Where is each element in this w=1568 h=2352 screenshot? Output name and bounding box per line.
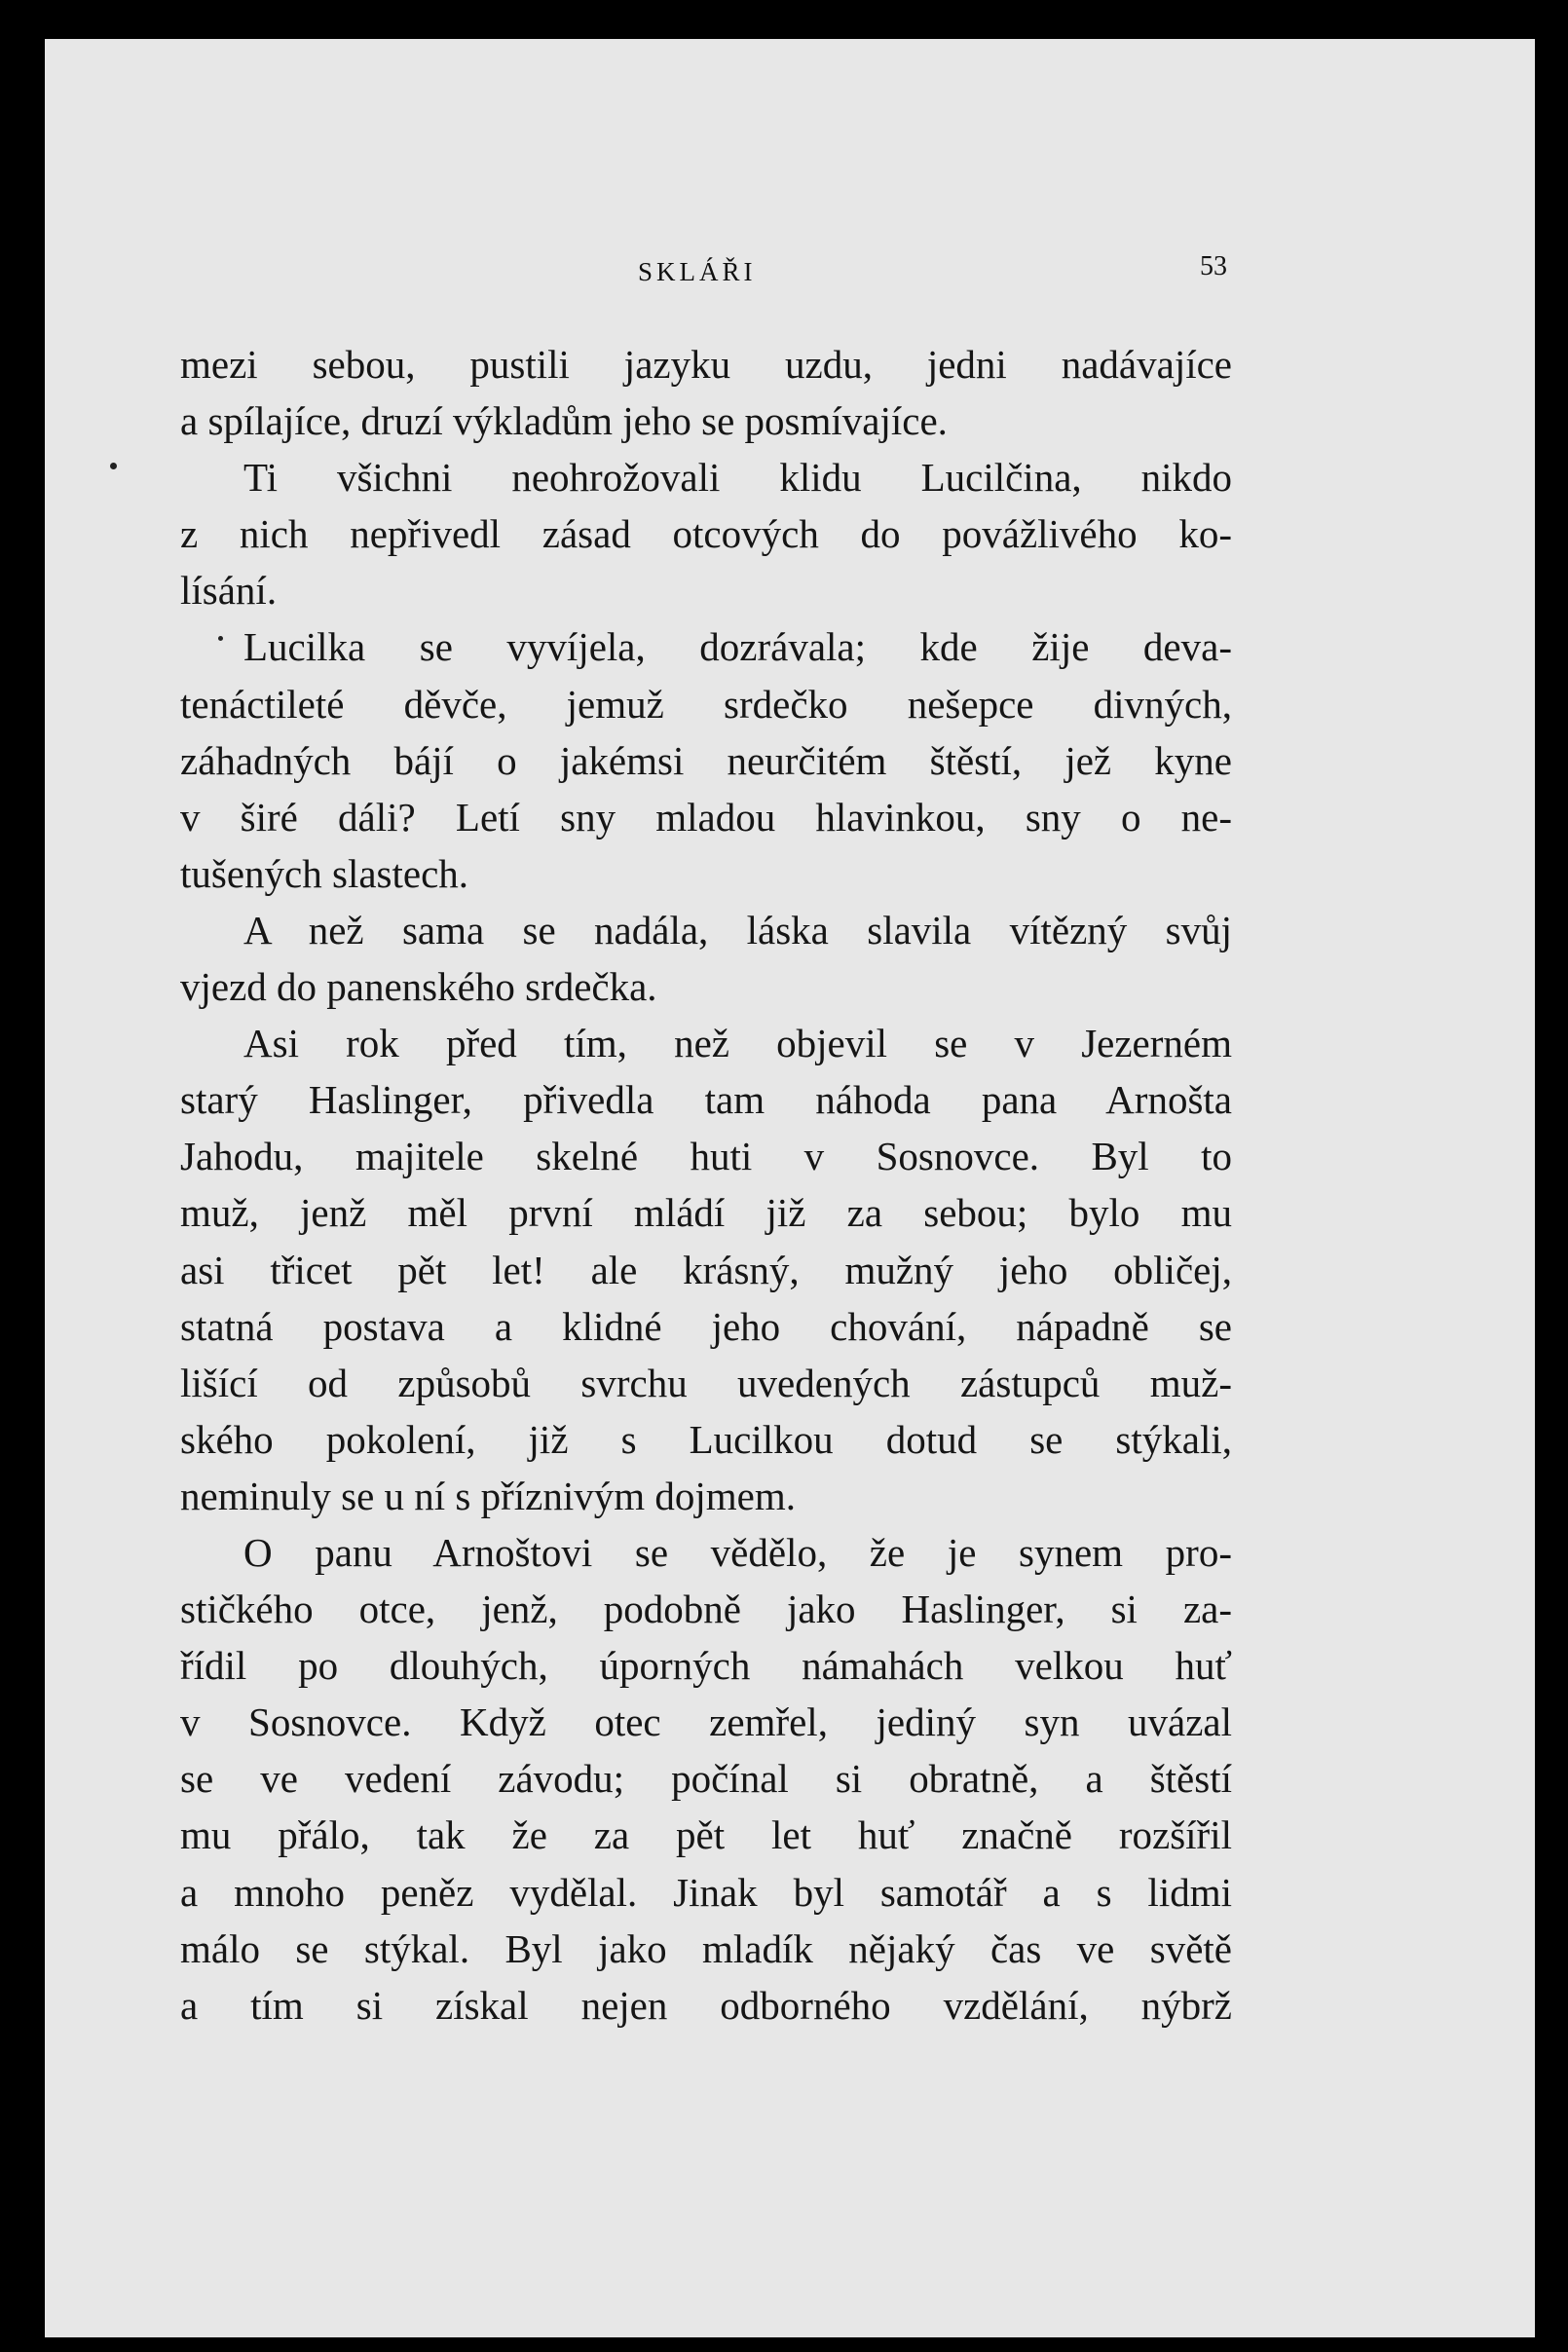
text-line: tenáctileté děvče, jemuž srdečko nešepce divných, [180, 681, 1232, 727]
text-line: a mnoho peněz vydělal. Jinak byl samotář a s lidmi [180, 1869, 1232, 1915]
page-number: 53 [1200, 251, 1227, 281]
ink-speck [110, 463, 117, 469]
body-text [180, 336, 1232, 2034]
text-line: tušených slastech. [180, 850, 469, 896]
text-line: řídil po dlouhých, úporných námahách velkou huť [180, 1643, 1232, 1689]
text-line: vjezd do panenského srdečka. [180, 964, 657, 1010]
text-line: lísání. [180, 568, 278, 614]
text-line: neminuly se u ní s příznivým dojmem. [180, 1473, 797, 1518]
text-line: mu přálo, tak že za pět let huť značně rozšířil [180, 1812, 1232, 1858]
text-line: lišící od způsobů svrchu uvedených zástupců muž- [180, 1360, 1232, 1405]
text-line: v Sosnovce. Když otec zemřel, jediný syn uvázal [180, 1699, 1232, 1745]
text-line: asi třicet pět let! ale krásný, mužný jeho obličej, [180, 1247, 1232, 1292]
text-line: a spílajíce, druzí výkladům jeho se posmívajíce. [180, 398, 948, 444]
text-line: záhadných bájí o jakémsi neurčitém štěstí, jež kyne [180, 737, 1232, 783]
text-line: a tím si získal nejen odborného vzdělání, nýbrž [180, 1982, 1232, 2028]
text-line: z nich nepřivedl zásad otcových do povážlivého ko- [180, 511, 1232, 557]
text-line: starý Haslinger, přivedla tam náhoda pana Arnošta [180, 1077, 1232, 1123]
text-line: Asi rok před tím, než objevil se v Jezerném [243, 1021, 1232, 1066]
text-line: stičkého otce, jenž, podobně jako Haslinger, si za- [180, 1587, 1232, 1632]
text-line: ského pokolení, již s Lucilkou dotud se stýkali, [180, 1416, 1232, 1462]
text-line: Ti všichni neohrožovali klidu Lucilčina, nikdo [243, 455, 1232, 501]
text-line: Jahodu, majitele skelné huti v Sosnovce. Byl to [180, 1134, 1232, 1179]
text-line: se ve vedení závodu; počínal si obratně, a štěstí [180, 1756, 1232, 1802]
text-line: muž, jenž měl první mládí již za sebou; bylo mu [180, 1190, 1232, 1236]
text-line: Lucilka se vyvíjela, dozrávala; kde žije deva- [243, 624, 1232, 670]
scan-left-edge [0, 0, 14, 2352]
text-line: málo se stýkal. Byl jako mladík nějaký čas ve světě [180, 1925, 1232, 1971]
text-line: statná postava a klidné jeho chování, nápadně se [180, 1303, 1232, 1349]
text-line: O panu Arnoštovi se vědělo, že je synem pro- [243, 1529, 1232, 1575]
running-header: SKLÁŘI [638, 257, 757, 286]
text-line: A než sama se nadála, láska slavila vítězný svůj [243, 907, 1232, 952]
text-line: v širé dáli? Letí sny mladou hlavinkou, sny o ne- [180, 794, 1232, 840]
text-line: mezi sebou, pustili jazyku uzdu, jedni nadávajíce [180, 342, 1232, 387]
